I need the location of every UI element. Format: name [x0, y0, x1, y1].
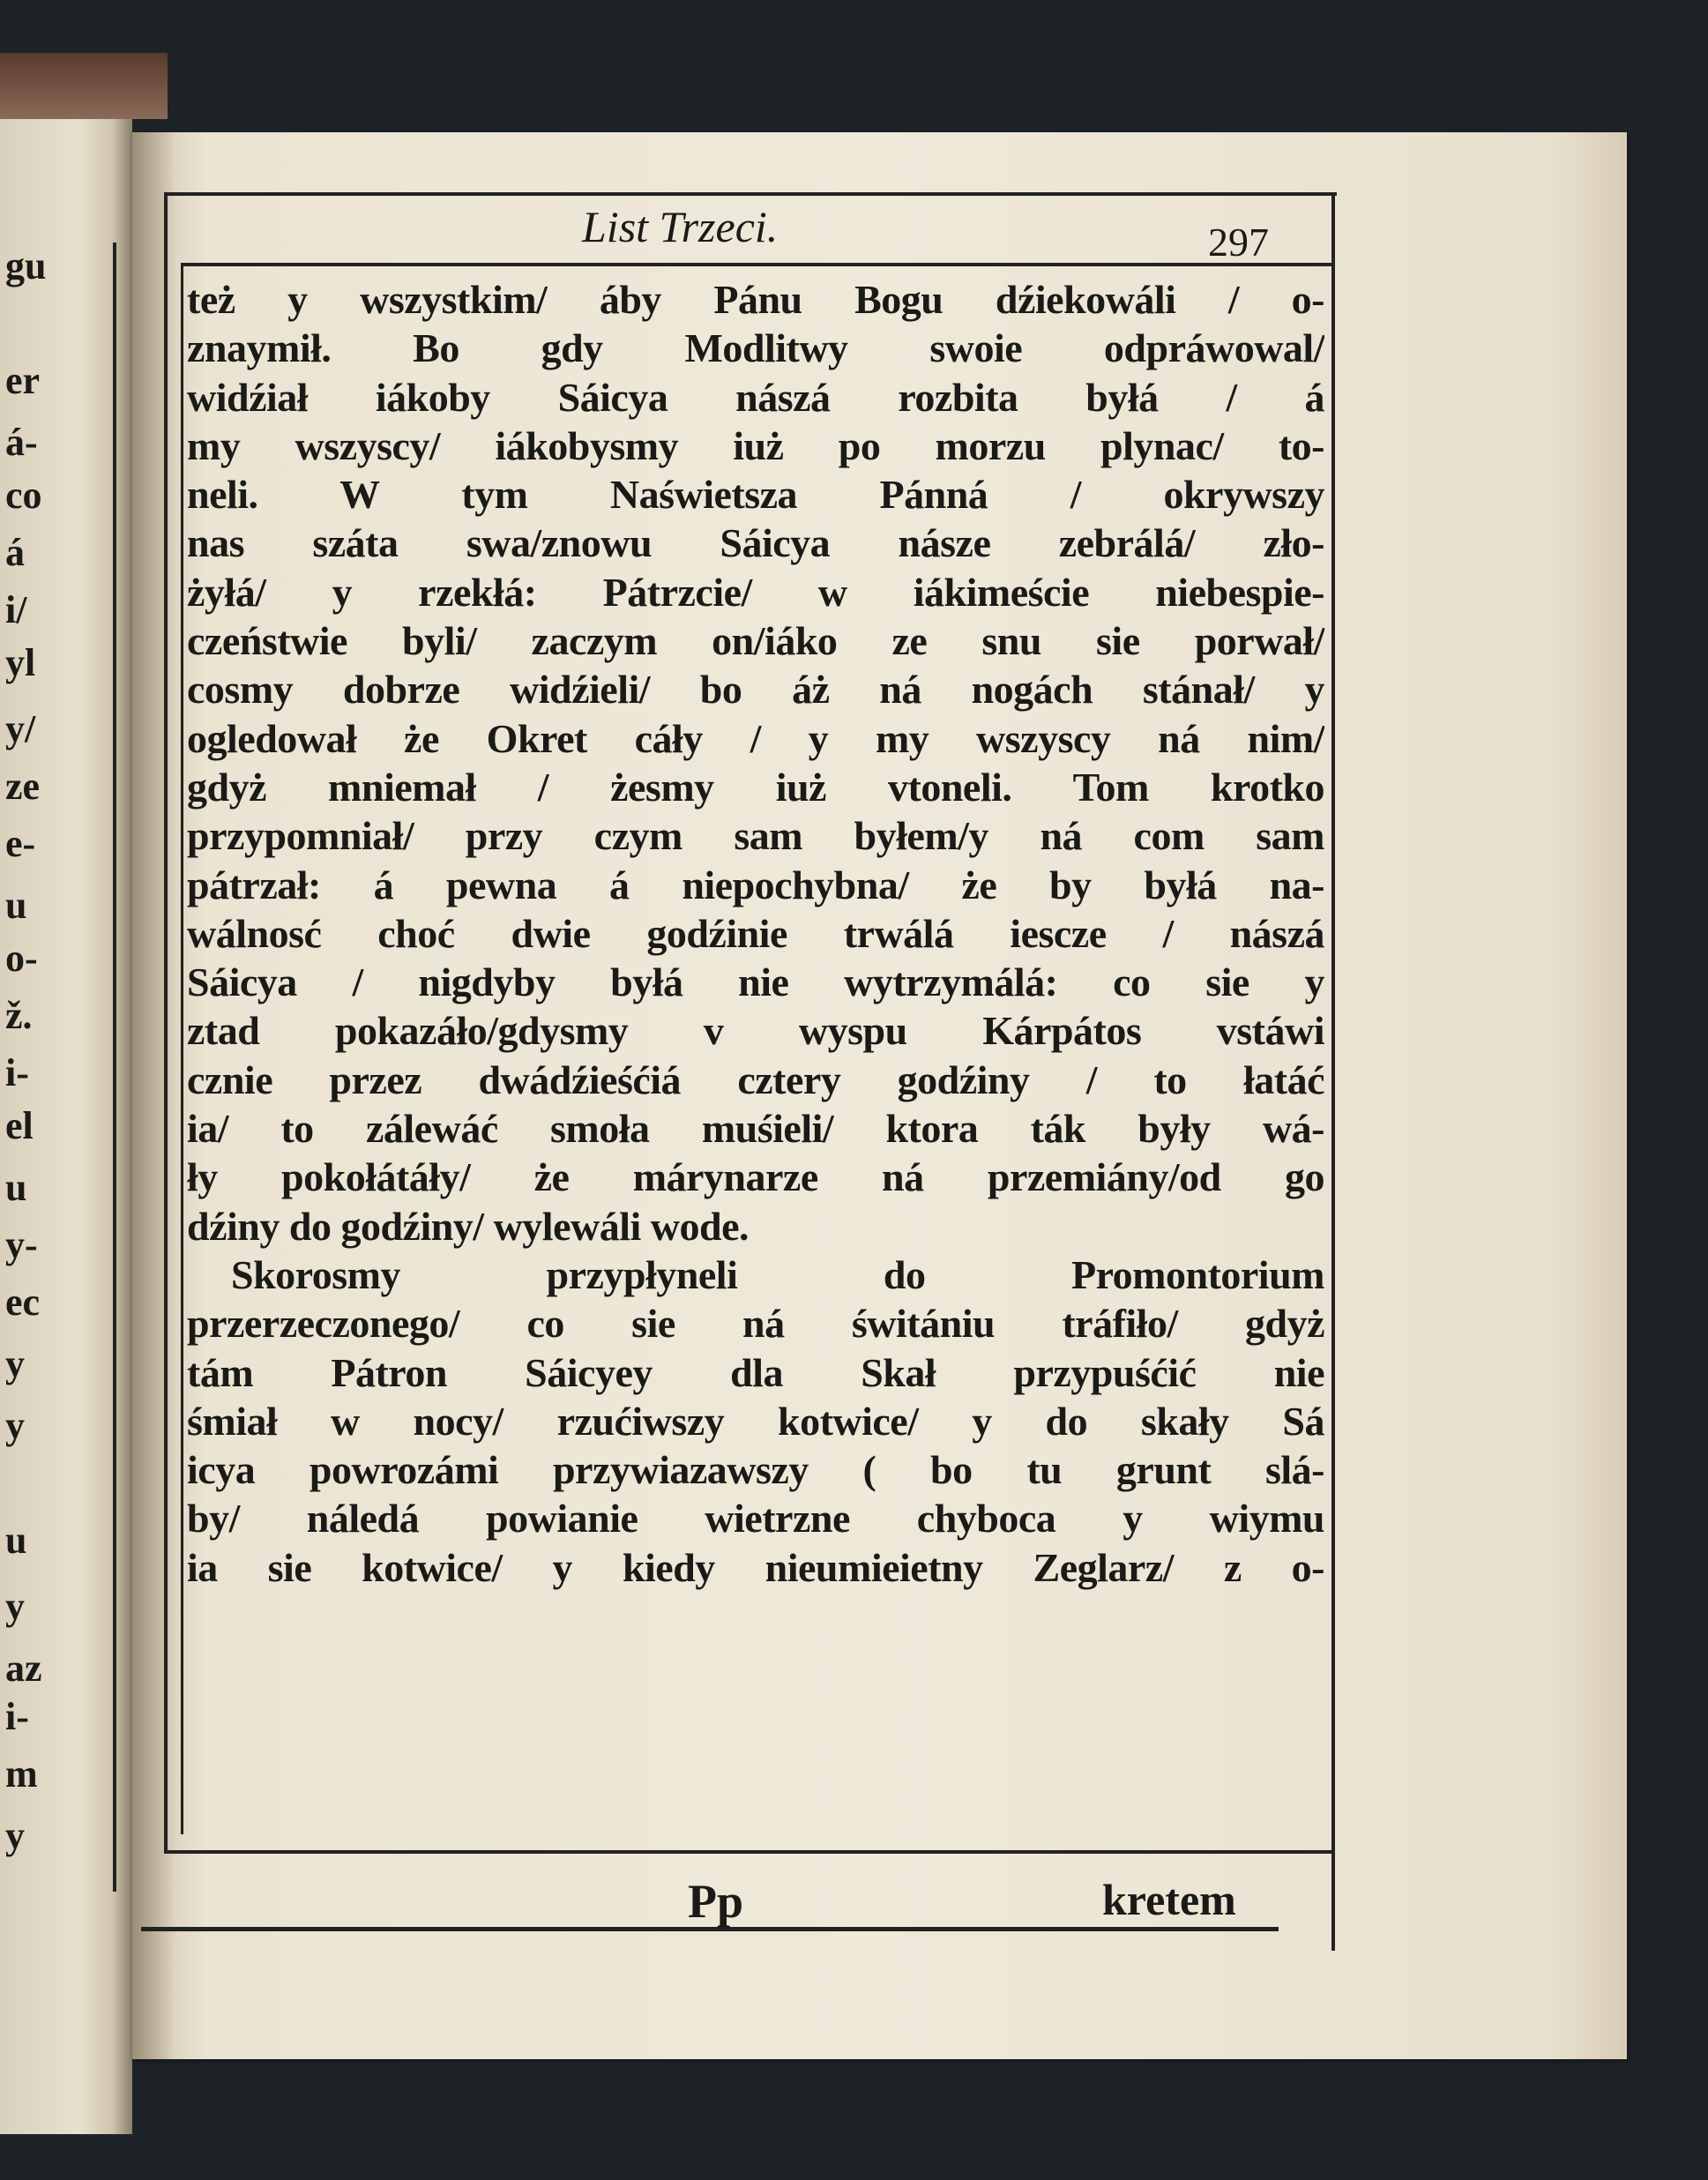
text-line: przypomniał/ przy czym sam byłem/y ná com sam — [187, 813, 1324, 859]
catchword: kretem — [1102, 1875, 1236, 1924]
text-line: żyłá/ y rzekłá: Pátrzcie/ w iákimeście niebespie- — [187, 569, 1324, 615]
left-page-fragment: y- — [5, 1223, 38, 1266]
left-page-fragment: co — [5, 474, 42, 517]
left-page-fragment: el — [5, 1104, 34, 1147]
left-page-fragment: y/ — [5, 707, 36, 750]
left-page-fragment: ze — [5, 765, 41, 808]
left-page-fragment: i- — [5, 1695, 29, 1738]
left-page-fragment: ž. — [5, 994, 33, 1037]
text-line: neli. W tym Naświetsza Pánná / okrywszy — [187, 472, 1324, 518]
text-line: ia/ to zálewáć smoła muśieli/ ktora ták były wá- — [187, 1106, 1324, 1152]
text-line: znaymił. Bo gdy Modlitwy swoie odpráwowal/ — [187, 325, 1324, 371]
book-cover-edge — [0, 53, 168, 119]
left-page-fragment: m — [5, 1752, 38, 1796]
text-line: my wszyscy/ iákobysmy iuż po morzu plynac/ to- — [187, 422, 1324, 468]
text-line: cosmy dobrze widźieli/ bo áż ná nogách stánał/ y — [187, 667, 1324, 713]
header-rule — [181, 263, 1331, 266]
text-line: ły pokołátáły/ że márynarze ná przemiány/od go — [187, 1154, 1324, 1200]
text-line: ztad pokazáło/gdysmy v wyspu Kárpátos vstáwi — [187, 1008, 1324, 1054]
running-title: List Trzeci. — [582, 202, 779, 251]
text-line: tám Pátron Sáicyey dla Skał przypuśćić nie — [187, 1349, 1324, 1395]
page-binding-shadow — [132, 132, 176, 2059]
left-page-fragment: y — [5, 1814, 25, 1857]
right-border — [1331, 196, 1335, 1951]
text-line: też y wszystkim/ áby Pánu Bogu dźiekowáli / o- — [187, 277, 1324, 322]
left-page-edge — [0, 53, 132, 2134]
text-line: ogledował że Okret cáły / y my wszyscy ná nim/ — [187, 715, 1324, 761]
left-page-fragment: i/ — [5, 588, 27, 631]
bottom-rule — [164, 1850, 1331, 1854]
text-line: by/ náledá powianie wietrzne chyboca y wiymu — [187, 1496, 1324, 1542]
text-line: wálnosć choć dwie godźinie trwálá iescze / nászá — [187, 910, 1324, 956]
text-line: nas száta swa/znowu Sáicya násze zebrálá/ zło- — [187, 520, 1324, 566]
left-page-rule — [113, 243, 116, 1892]
top-rule — [164, 192, 1337, 196]
text-line: Skorosmy przypłyneli do Promontorium — [231, 1251, 1324, 1297]
inner-left-border — [181, 265, 183, 1834]
left-page-fragment: yl — [5, 641, 36, 684]
left-page-fragment: az — [5, 1646, 42, 1690]
left-page-fragment: ec — [5, 1280, 41, 1324]
left-border — [164, 196, 168, 1854]
left-page-fragment: o- — [5, 937, 38, 980]
text-line: pátrzał: á pewna á niepochybna/ że by byłá na- — [187, 862, 1324, 907]
body-text — [187, 275, 1324, 1592]
left-page-fragment: u — [5, 1166, 27, 1209]
text-line: gdyż mniemał / żesmy iuż vtoneli. Tom krotko — [187, 764, 1324, 810]
left-page-fragment: á — [5, 531, 25, 574]
left-page-fragment: er — [5, 359, 41, 402]
text-line: Sáicya / nigdyby byłá nie wytrzymálá: co sie y — [187, 959, 1324, 1005]
text-line: dźiny do godźiny/ wylewáli wode. — [187, 1203, 750, 1249]
left-page-fragment: y — [5, 1585, 25, 1628]
left-page-fragment: gu — [5, 244, 47, 287]
left-page-fragment: u — [5, 1519, 27, 1562]
text-line: icya powrozámi przywiazawszy ( bo tu grunt slá- — [187, 1447, 1324, 1493]
left-page-fragment: i- — [5, 1051, 29, 1094]
text-line: czeństwie byli/ zaczym on/iáko ze snu sie porwał/ — [187, 618, 1324, 664]
left-page-fragment: y — [5, 1404, 25, 1447]
text-line: przerzeczonego/ co sie ná świtániu tráfiło/ gdyż — [187, 1301, 1324, 1347]
signature-mark: Pp — [688, 1875, 744, 1928]
page-number: 297 — [1208, 220, 1269, 265]
text-line: śmiał w nocy/ rzućiwszy kotwice/ y do skały Sá — [187, 1398, 1324, 1444]
text-line: ia sie kotwice/ y kiedy nieumieietny Zeglarz/ z o- — [187, 1544, 1324, 1590]
text-line: cznie przez dwádźieśćiá cztery godźiny / to łatáć — [187, 1056, 1324, 1102]
left-page-fragment: e- — [5, 822, 36, 865]
left-page-fragment: á- — [5, 421, 38, 464]
left-page-fragment: u — [5, 884, 27, 927]
text-line: widźiał iákoby Sáicya nászá rozbita byłá / á — [187, 374, 1324, 420]
left-page-fragment: y — [5, 1342, 25, 1385]
